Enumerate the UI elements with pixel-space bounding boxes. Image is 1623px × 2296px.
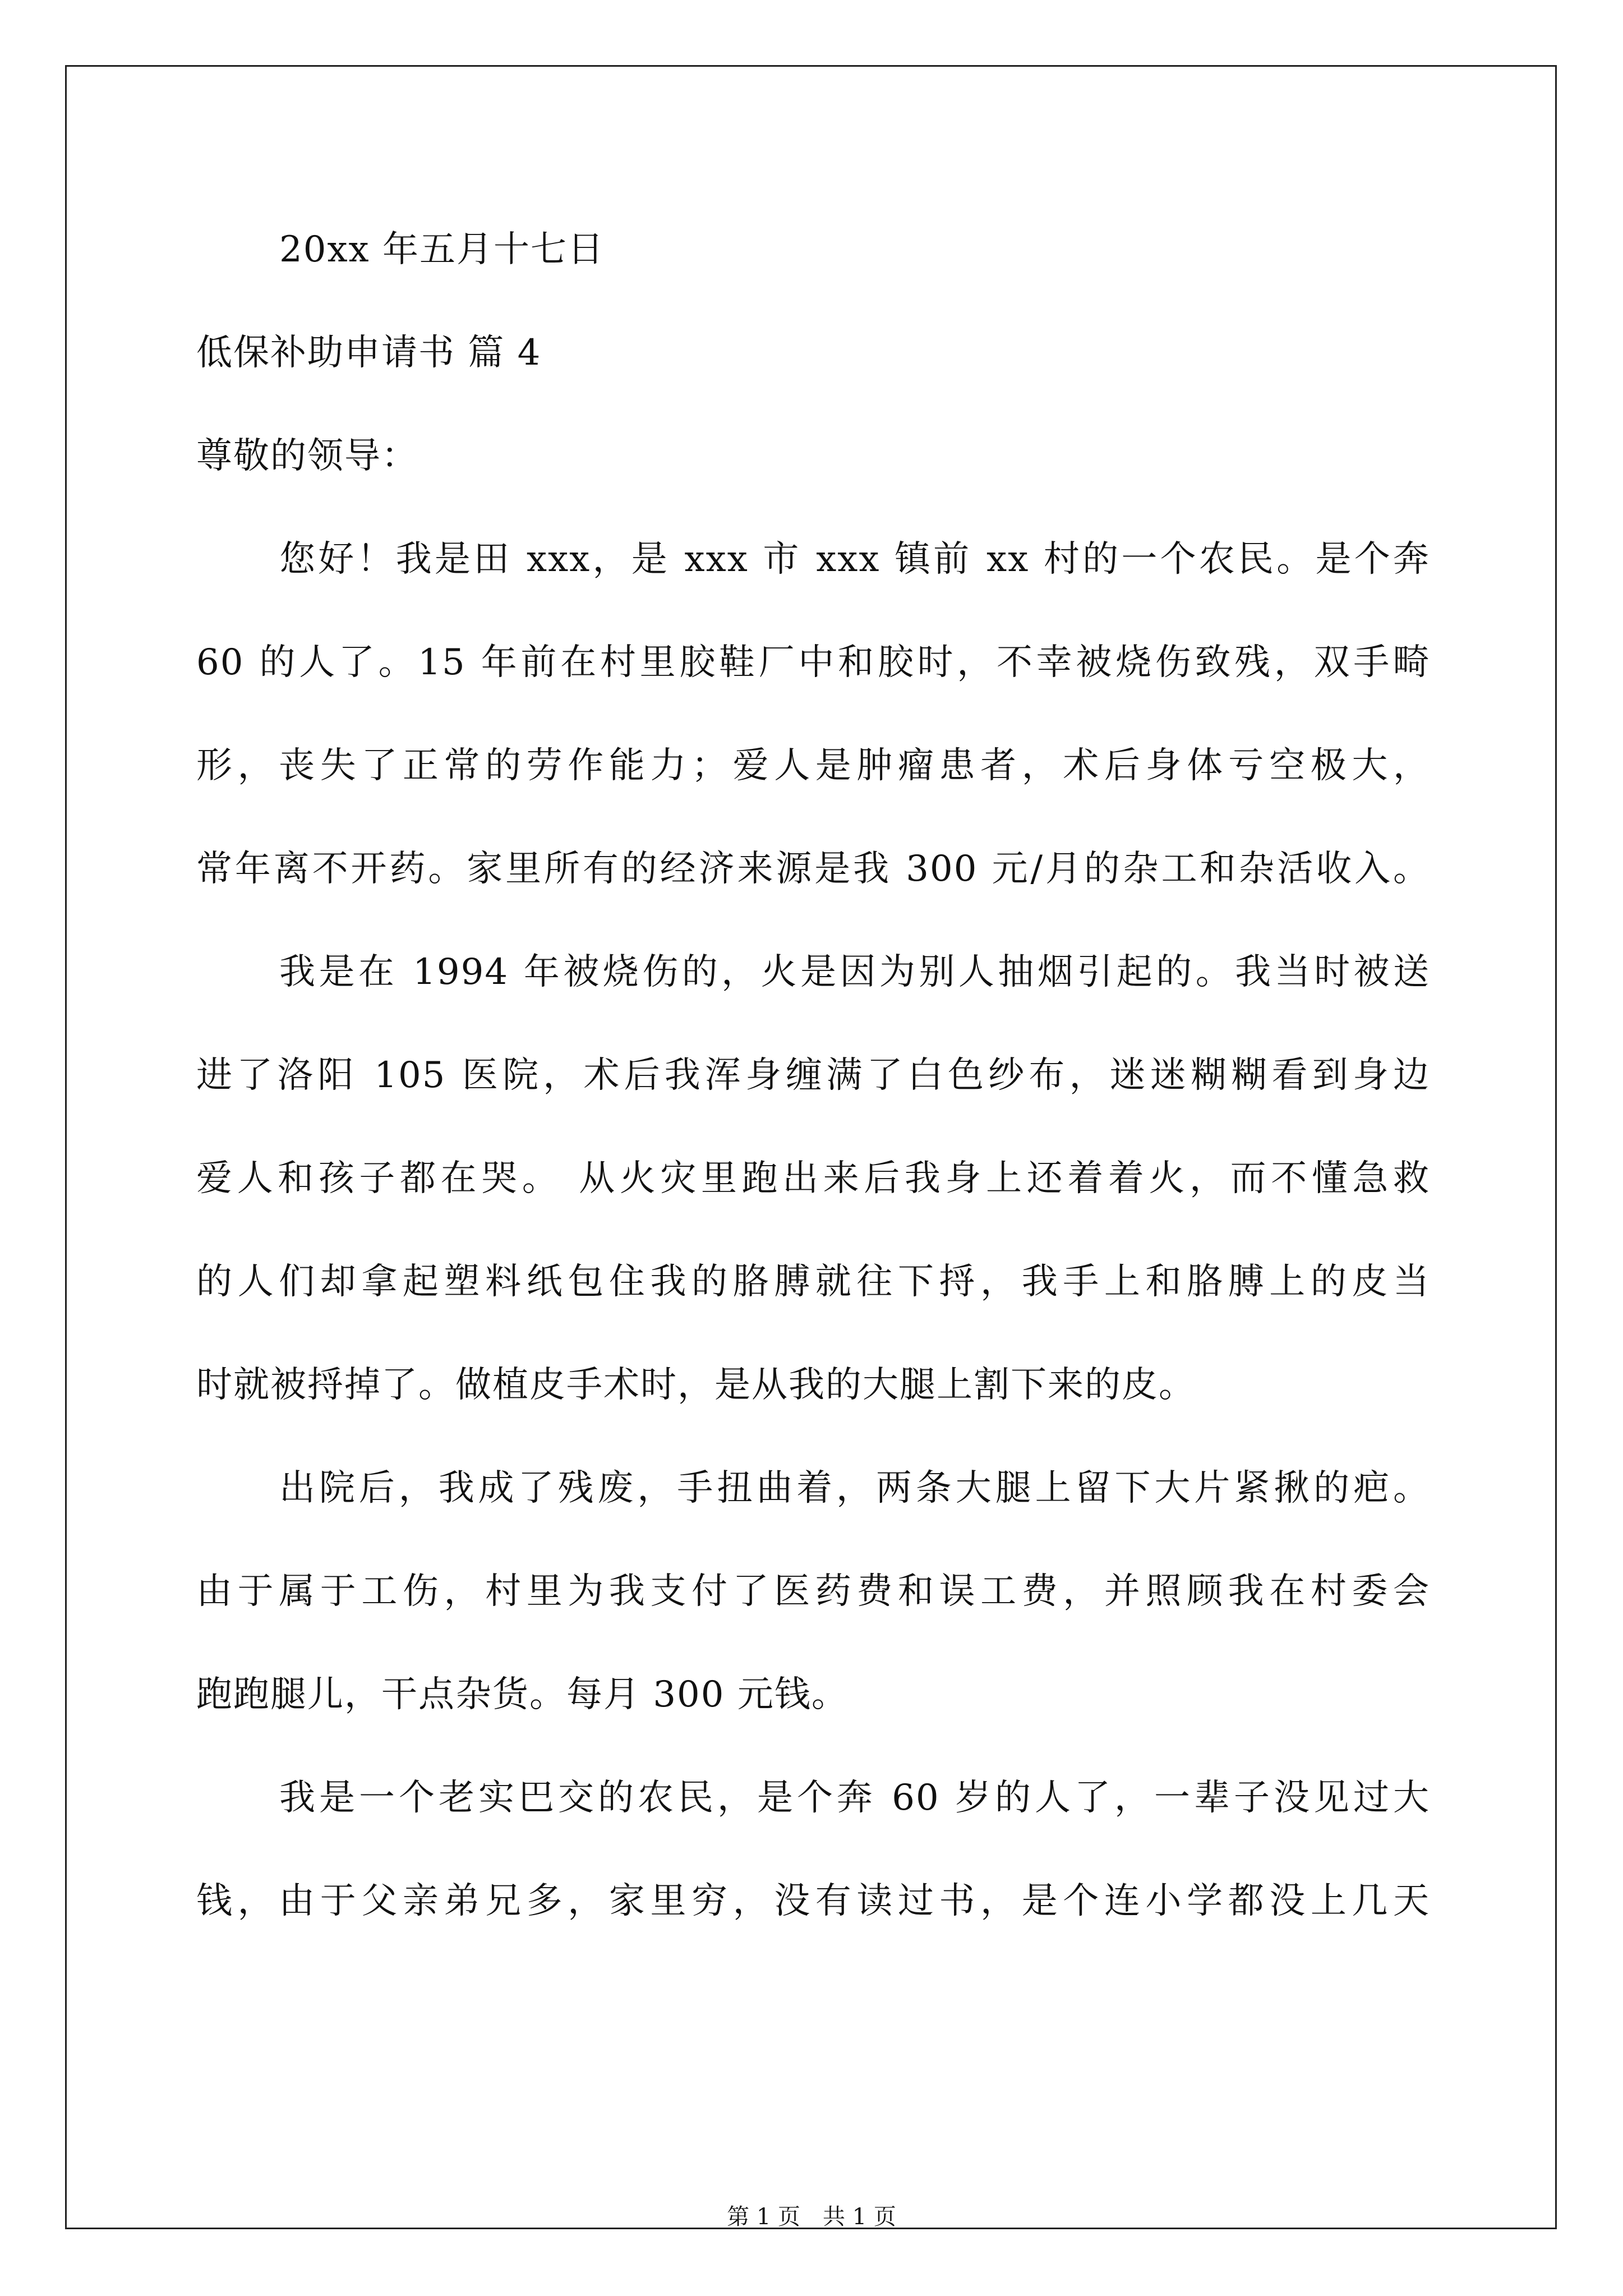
paragraph-line: 出院后，我成了残废，手扭曲着，两条大腿上留下大片紧揪的疤。 (279, 1467, 1430, 1509)
paragraph-line: 跑跑腿儿，干点杂货。每月 300 元钱。 (196, 1674, 849, 1715)
paragraph-line: 您好！我是田 xxx，是 xxx 市 xxx 镇前 xx 村的一个农民。是个奔 (279, 539, 1430, 580)
paragraph-line: 60 的人了。15 年前在村里胶鞋厂中和胶时，不幸被烧伤致残，双手畸 (196, 642, 1430, 683)
salutation: 尊敬的领导： (196, 435, 418, 477)
paragraph-line: 进了洛阳 105 医院，术后我浑身缠满了白色纱布，迷迷糊糊看到身边 (196, 1055, 1430, 1096)
paragraph-line: 常年离不开药。家里所有的经济来源是我 300 元/月的杂工和杂活收入。 (196, 848, 1430, 890)
section-title: 低保补助申请书 篇 4 (196, 332, 542, 374)
document-body (196, 213, 1430, 1968)
date-line: 20xx 年五月十七日 (279, 229, 605, 270)
paragraph-line: 时就被捋掉了。做植皮手术时，是从我的大腿上割下来的皮。 (196, 1364, 1196, 1406)
paragraph-line: 我是在 1994 年被烧伤的，火是因为别人抽烟引起的。我当时被送 (279, 951, 1430, 993)
paragraph-line: 的人们却拿起塑料纸包住我的胳膊就往下捋，我手上和胳膊上的皮当 (196, 1261, 1430, 1303)
page-footer: 第 1 页 共 1 页 (727, 2204, 896, 2230)
paragraph-line: 由于属于工伤，村里为我支付了医药费和误工费，并照顾我在村委会 (196, 1571, 1430, 1612)
paragraph-line: 钱，由于父亲弟兄多，家里穷，没有读过书，是个连小学都没上几天 (196, 1880, 1430, 1922)
paragraph-line: 形，丧失了正常的劳作能力；爱人是肿瘤患者，术后身体亏空极大， (196, 745, 1430, 786)
paragraph-line: 爱人和孩子都在哭。 从火灾里跑出来后我身上还着着火，而不懂急救 (196, 1158, 1430, 1199)
paragraph-line: 我是一个老实巴交的农民，是个奔 60 岁的人了，一辈子没见过大 (279, 1777, 1430, 1819)
